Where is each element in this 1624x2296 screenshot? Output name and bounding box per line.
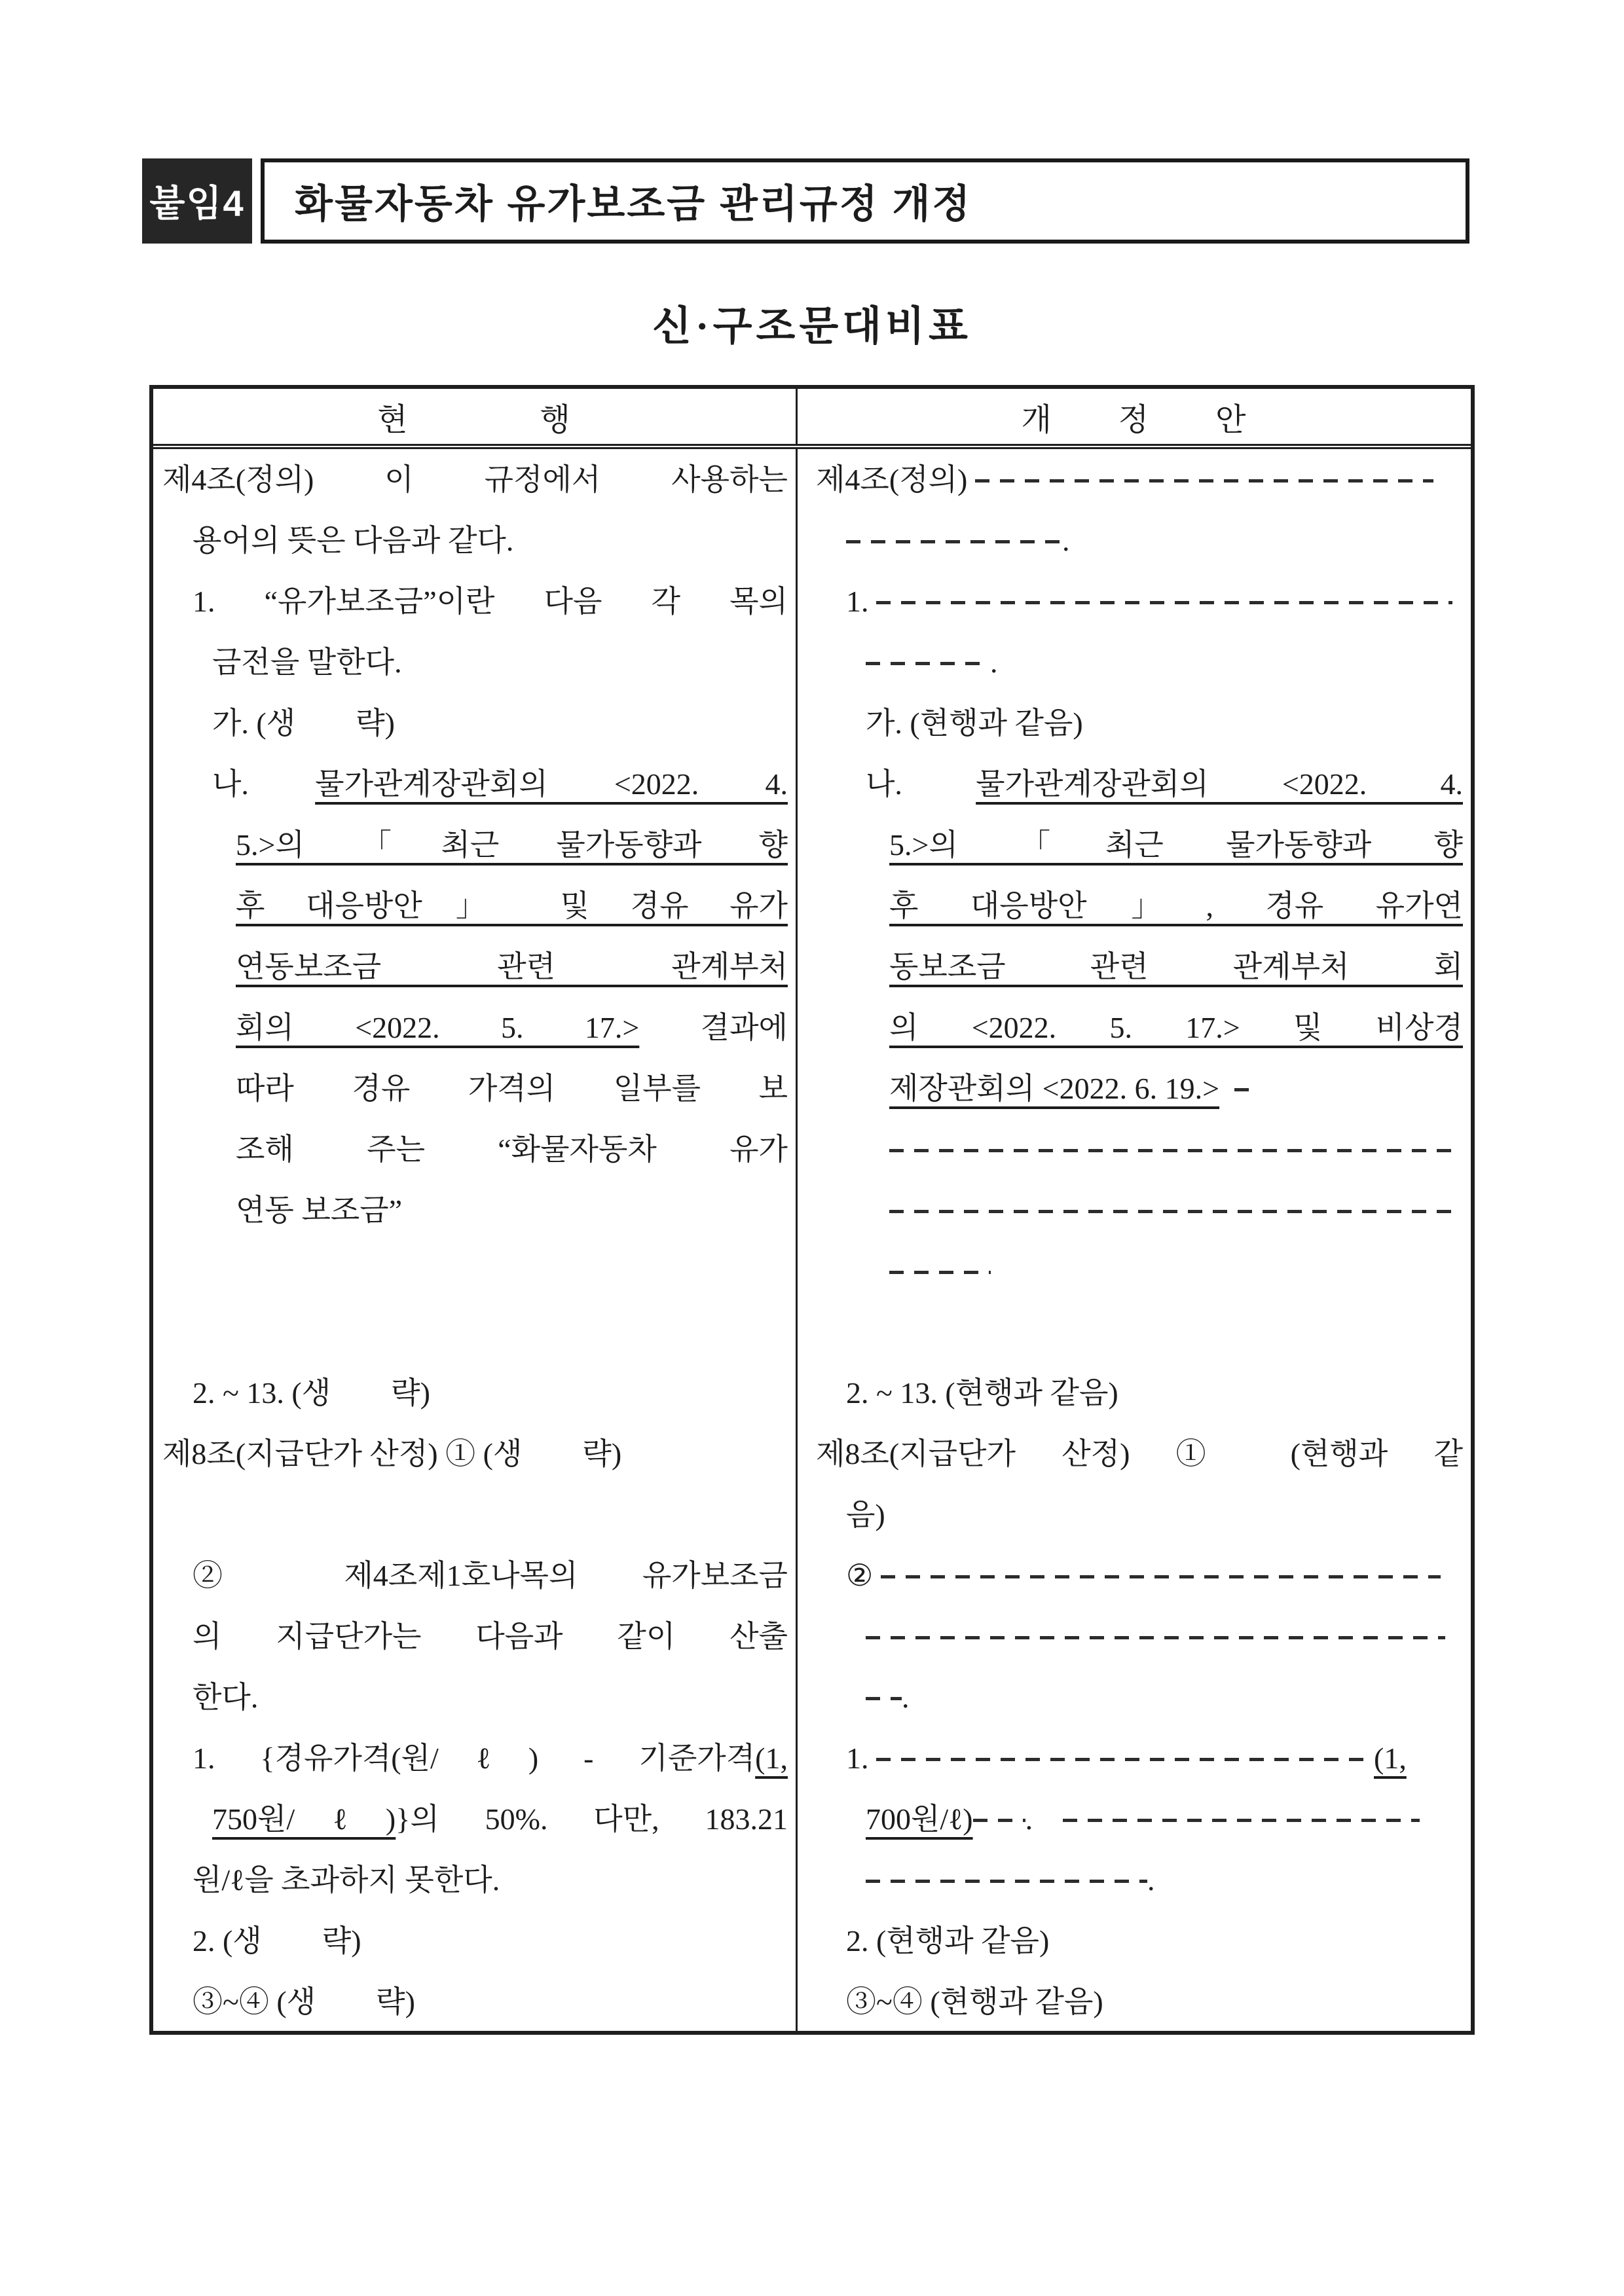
doc-line (162, 571, 788, 632)
doc-line (816, 1667, 1463, 1728)
text-run: 나. (212, 767, 316, 801)
doc-line (816, 632, 1463, 693)
comparison-table (149, 385, 1475, 2035)
text-run: 2. (현행과 같음) (846, 1924, 1050, 1958)
underlined-revision-text: 제장관회의 <2022. 6. 19.> (889, 1072, 1220, 1105)
doc-line (162, 1180, 788, 1241)
text-run: 원/ℓ을 초과하지 못한다. (193, 1863, 500, 1897)
underlined-revision-text: 후 대응방안」, 경유 유가연 (889, 889, 1463, 922)
doc-line (162, 936, 788, 997)
doc-line (162, 1058, 788, 1119)
underlined-revision-text: 물가관계장관회의 <2022. 4. (315, 767, 788, 801)
text-run: . (1025, 1802, 1063, 1836)
text-run: 금전을 말한다. (212, 646, 402, 679)
underlined-revision-text: 회의 <2022. 5. 17.> (236, 1011, 640, 1044)
text-run: 의 지급단가는 다음과 같이 산출 (193, 1620, 788, 1653)
underlined-revision-text: 연동보조금 관련 관계부처 (236, 950, 788, 983)
doc-line (162, 1850, 788, 1910)
text-run: 제8조(지급단가 산정) ① (현행과 같 (816, 1437, 1463, 1470)
doc-line (162, 1362, 788, 1423)
text-run: ③~④ (현행과 같음) (846, 1985, 1103, 2018)
text-run: ② (846, 1559, 881, 1592)
doc-line (162, 1910, 788, 1971)
omitted-text-dashes (876, 601, 1452, 604)
underlined-revision-text: 물가관계장관회의 <2022. 4. (976, 767, 1463, 801)
text-run: 2. ~ 13. (현행과 같음) (846, 1376, 1118, 1410)
text-run: 제4조(정의) 이 규정에서 사용하는 (162, 463, 788, 496)
omitted-text-dashes (866, 1697, 902, 1700)
omitted-text-dashes (866, 1636, 1445, 1639)
doc-line (162, 1119, 788, 1180)
doc-line (162, 510, 788, 571)
omitted-text-dashes (846, 540, 1062, 543)
comparison-table-title: 신·구조문대비표 (652, 304, 972, 349)
doc-line (816, 449, 1463, 510)
text-run: 1. (846, 585, 876, 618)
doc-line (162, 1423, 788, 1484)
doc-line (816, 571, 1463, 632)
doc-line (162, 997, 788, 1058)
doc-line (162, 1545, 788, 1606)
omitted-text-dashes (866, 662, 990, 665)
title-box (261, 158, 1469, 244)
text-run: . (1147, 1863, 1155, 1897)
doc-line (816, 510, 1463, 571)
doc-line (816, 1606, 1463, 1667)
omitted-text-dashes (973, 1819, 1025, 1822)
doc-line (162, 1606, 788, 1667)
table-body (153, 449, 1471, 2031)
text-run: 제4조(정의) (816, 463, 975, 496)
underlined-revision-text: 의 <2022. 5. 17.> 및 비상경 (889, 1011, 1463, 1044)
omitted-text-dashes (889, 1210, 1456, 1213)
current-column (153, 449, 796, 2031)
text-run: . (990, 646, 998, 679)
underlined-revision-text: 동보조금 관련 관계부처 회 (889, 950, 1463, 983)
text-run: . (902, 1681, 910, 1714)
text-run: 용어의 뜻은 다음과 같다. (193, 524, 514, 557)
doc-line (816, 754, 1463, 814)
column-header-current: 현 행 (377, 402, 572, 437)
omitted-text-dashes (876, 1758, 1374, 1761)
text-run: 가. (현행과 같음) (866, 706, 1083, 740)
text-run: 한다. (193, 1681, 259, 1714)
doc-line (816, 997, 1463, 1058)
doc-line (162, 1789, 788, 1850)
doc-line (816, 1180, 1463, 1241)
doc-line (816, 1789, 1463, 1850)
page-title: 화물자동차 유가보조금 관리규정 개정 (295, 182, 972, 226)
doc-line (162, 814, 788, 875)
blank-line (162, 1484, 788, 1545)
omitted-text-dashes (1063, 1819, 1420, 1822)
text-run: 음) (846, 1498, 885, 1531)
column-header-amendment: 개 정 안 (796, 389, 1471, 444)
doc-line (162, 449, 788, 510)
doc-line (816, 1728, 1463, 1789)
attachment-badge: 붙임4 (142, 158, 252, 244)
doc-line (816, 1058, 1463, 1119)
text-run: }의 50%. 다만, 183.21 (396, 1802, 788, 1836)
doc-line (816, 1119, 1463, 1180)
doc-line (162, 693, 788, 754)
text-run: 1. {경유가격(원/ℓ) - 기준가격 (193, 1741, 756, 1775)
omitted-text-dashes (889, 1271, 991, 1274)
omitted-text-dashes (975, 479, 1433, 483)
doc-line (816, 1545, 1463, 1606)
text-run: 2. ~ 13. (생 략) (193, 1376, 430, 1410)
underlined-revision-text: 5.>의 「최근 물가동향과 향 (236, 828, 788, 862)
doc-line (816, 1850, 1463, 1910)
doc-line (162, 1667, 788, 1728)
text-run: 2. (생 략) (193, 1924, 361, 1958)
text-run: 제8조(지급단가 산정) ① (생 략) (162, 1437, 622, 1470)
doc-line (816, 1484, 1463, 1545)
text-run: 조해 주는 “화물자동차 유가 (236, 1133, 788, 1166)
doc-line (816, 1362, 1463, 1423)
omitted-text-dashes (866, 1880, 1147, 1883)
underlined-revision-text: (1, (1374, 1741, 1407, 1775)
text-run: 1. “유가보조금”이란 다음 각 목의 (193, 585, 788, 618)
doc-line (162, 1728, 788, 1789)
underlined-revision-text: 750원/ℓ) (212, 1802, 396, 1836)
doc-line (816, 875, 1463, 936)
underlined-revision-text: (1, (755, 1741, 788, 1775)
doc-line (162, 1971, 788, 2031)
doc-line (816, 936, 1463, 997)
text-run: 연동 보조금” (236, 1194, 403, 1227)
text-run: ③~④ (생 략) (193, 1985, 415, 2018)
underlined-revision-text: 700원/ℓ) (866, 1802, 973, 1836)
doc-line (816, 1971, 1463, 2031)
doc-line (816, 693, 1463, 754)
omitted-text-dashes (1234, 1088, 1254, 1091)
text-run: ② 제4조제1호나목의 유가보조금 (193, 1559, 788, 1592)
text-run (1219, 1072, 1234, 1105)
blank-line (162, 1241, 788, 1302)
doc-line (816, 814, 1463, 875)
text-run: 가. (생 략) (212, 706, 395, 740)
text-run: . (1062, 524, 1070, 557)
omitted-text-dashes (889, 1149, 1456, 1152)
omitted-text-dashes (881, 1575, 1441, 1578)
text-run: 따라 경유 가격의 일부를 보 (236, 1072, 788, 1105)
amendment-column (796, 449, 1471, 2031)
doc-line (162, 754, 788, 814)
blank-line (162, 1302, 788, 1362)
doc-line (816, 1241, 1463, 1302)
doc-line (162, 875, 788, 936)
doc-line (162, 632, 788, 693)
doc-line (816, 1423, 1463, 1484)
text-run: 1. (846, 1741, 876, 1775)
text-run: 결과에 (639, 1011, 788, 1044)
text-run: 나. (866, 767, 976, 801)
underlined-revision-text: 5.>의 「최근 물가동향과 향 (889, 828, 1463, 862)
blank-line (816, 1302, 1463, 1362)
doc-line (816, 1910, 1463, 1971)
underlined-revision-text: 후 대응방안」 및 경유 유가 (236, 889, 788, 922)
table-header-row (153, 389, 1471, 449)
